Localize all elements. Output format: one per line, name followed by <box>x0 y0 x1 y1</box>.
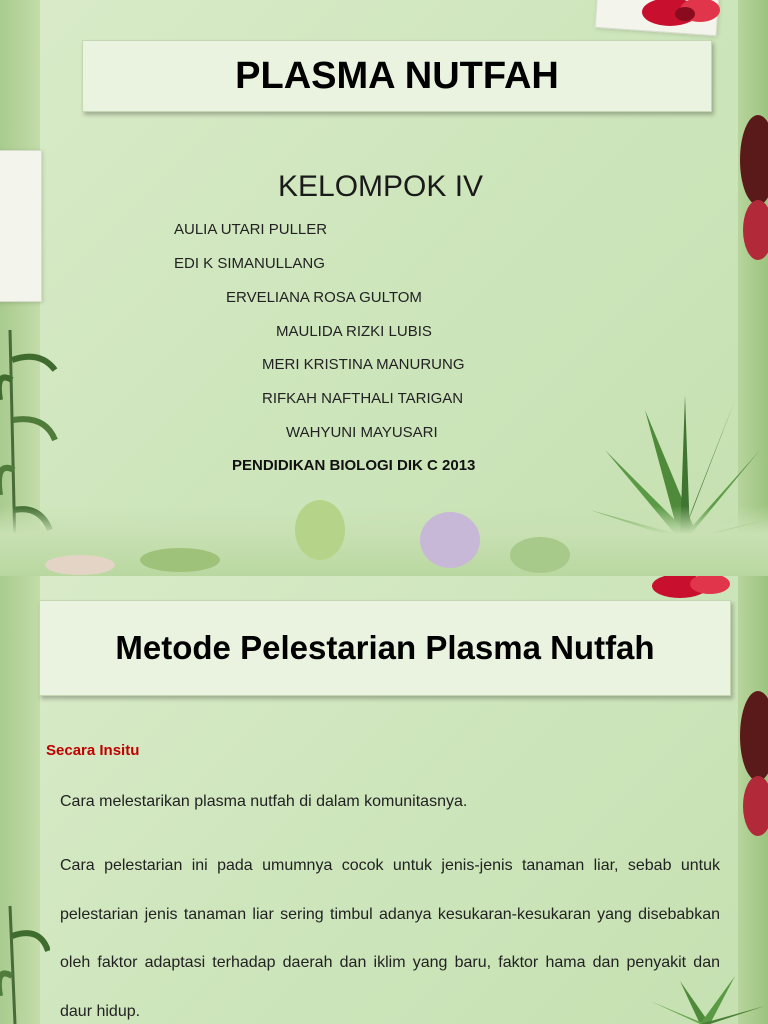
paragraph: Cara pelestarian ini pada umumnya cocok untuk jenis-jenis tanaman liar, sebab untuk pelestarian jenis tanaman liar sering timbul adanya kesukaran-kesukaran yang disebabkan oleh faktor adaptasi terhadap daerah dan iklim yang baru, faktor hama dan penyakit dan daur hidup. <box>60 857 720 1020</box>
member-name: MAULIDA RIZKI LUBIS <box>276 323 432 340</box>
member-name: EDI K SIMANULLANG <box>174 255 325 272</box>
slide-title: PLASMA NUTFAH <box>82 40 712 112</box>
decor-photo-card <box>0 150 42 302</box>
red-flower-icon <box>640 576 740 600</box>
member-name: AULIA UTARI PULLER <box>174 221 328 238</box>
member-name: MERI KRISTINA MANURUNG <box>262 356 465 373</box>
slide-2 <box>0 576 768 1024</box>
member-name: ERVELIANA ROSA GULTOM <box>226 289 422 306</box>
slide-title: Metode Pelestarian Plasma Nutfah <box>39 600 731 696</box>
member-name: RIFKAH NAFTHALI TARIGAN <box>262 390 464 407</box>
section-heading: Secara Insitu <box>46 742 140 759</box>
dark-flower-icon <box>738 110 768 270</box>
member-name: WAHYUNI MAYUSARI <box>286 424 438 441</box>
dark-flower-icon <box>738 686 768 846</box>
group-name: KELOMPOK IV <box>278 170 484 203</box>
bottom-flowers-icon <box>0 490 600 576</box>
paragraph: Cara melestarikan plasma nutfah di dalam komunitasnya. <box>60 793 468 810</box>
program-label: PENDIDIKAN BIOLOGI DIK C 2013 <box>232 457 476 474</box>
red-flower-icon <box>630 0 730 30</box>
palm-plant-icon <box>0 896 50 1024</box>
